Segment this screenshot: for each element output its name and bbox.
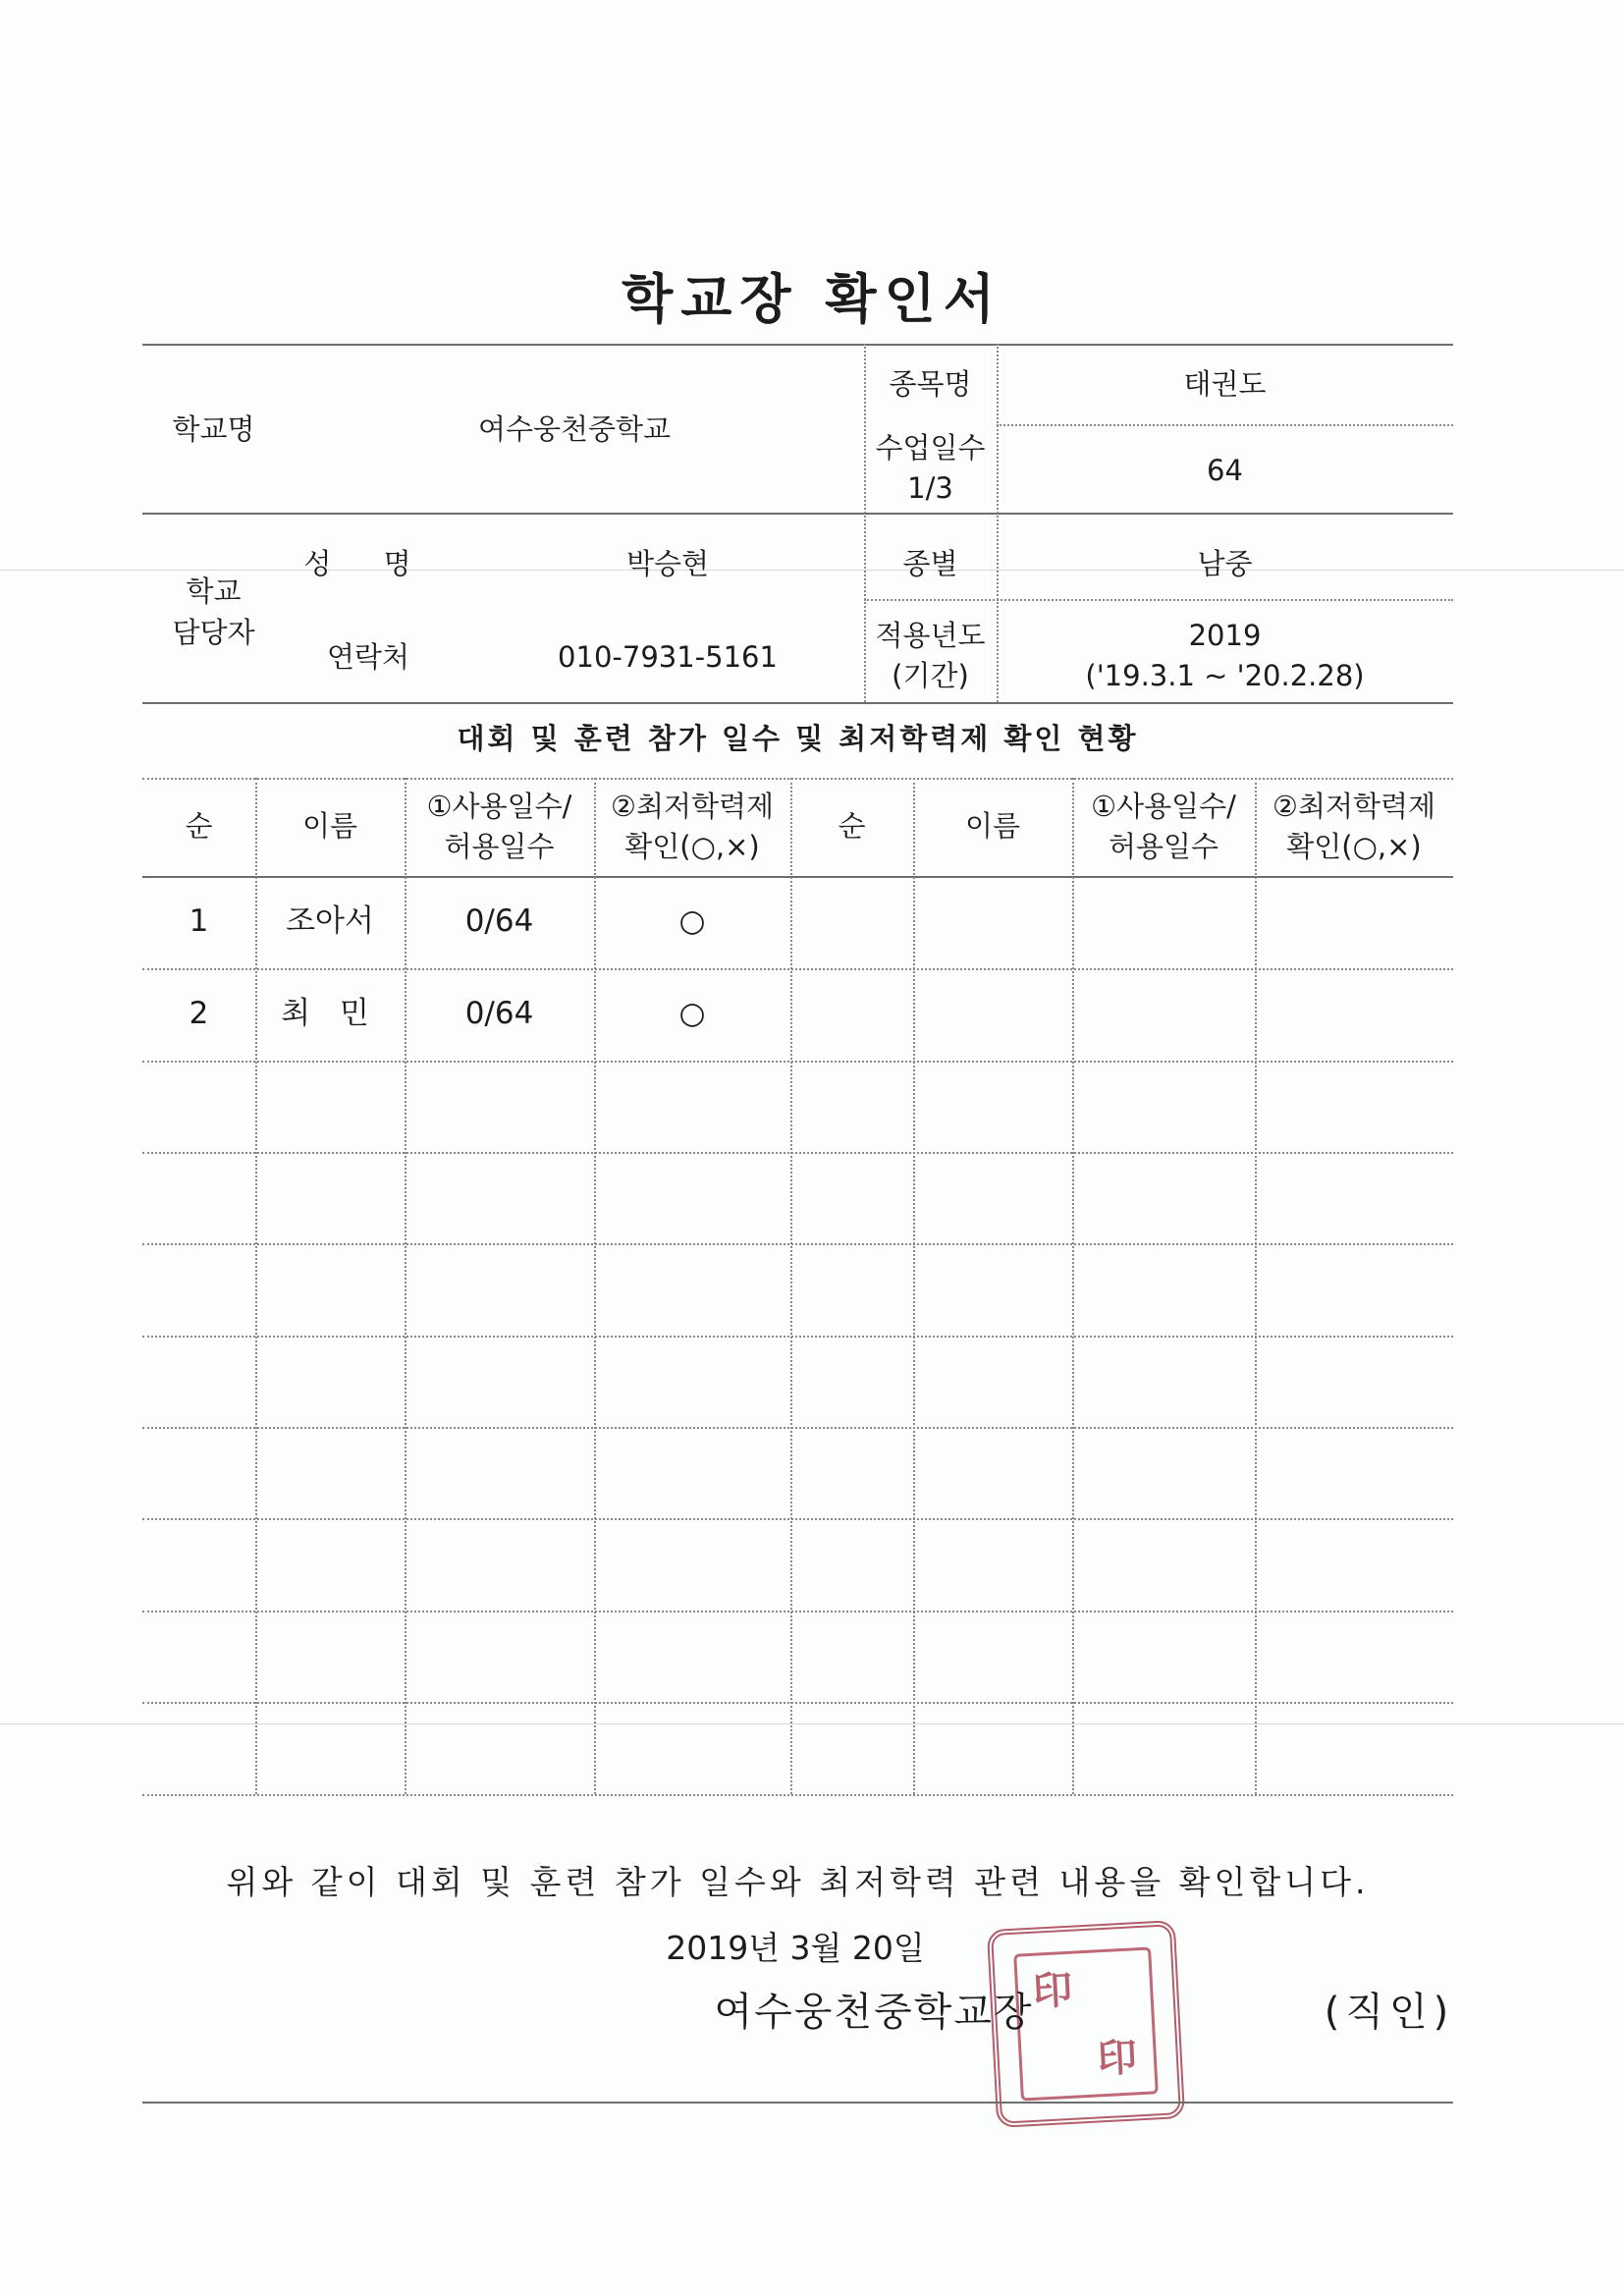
header-no: 순 bbox=[838, 809, 866, 843]
rule bbox=[142, 344, 1453, 346]
table-row-no: 1 bbox=[189, 903, 209, 939]
table-row-name: 최 민 bbox=[281, 996, 379, 1031]
header-check: 확인(○,×) bbox=[624, 830, 760, 863]
rule bbox=[142, 513, 1453, 515]
rule bbox=[997, 424, 1453, 426]
header-no: 순 bbox=[185, 809, 213, 843]
header-check: ②최저학력제 bbox=[1272, 790, 1436, 823]
rule bbox=[142, 1794, 1453, 1796]
year-label: 적용년도 bbox=[875, 619, 986, 652]
table-row-check: ○ bbox=[678, 903, 706, 939]
table-row-days: 0/64 bbox=[464, 996, 534, 1031]
rule bbox=[1072, 778, 1074, 1794]
table-row-no: 2 bbox=[189, 996, 209, 1031]
rule bbox=[864, 599, 1453, 601]
table-row-name: 조아서 bbox=[286, 903, 374, 939]
document-title: 학교장 확인서 bbox=[622, 268, 1002, 330]
principal-name: 여수웅천중학교장 bbox=[714, 1990, 1034, 2035]
seal-mark: 印 bbox=[1096, 2035, 1139, 2083]
sport-label: 종목명 bbox=[889, 367, 972, 401]
person-name-value: 박승현 bbox=[625, 547, 710, 580]
school-name-value: 여수웅천중학교 bbox=[477, 412, 672, 446]
rule bbox=[1255, 778, 1257, 1794]
rule bbox=[142, 2102, 1453, 2104]
header-days: ①사용일수/ bbox=[426, 790, 572, 823]
school-name-label: 학교명 bbox=[172, 412, 255, 446]
manager-label: 담당자 bbox=[172, 616, 255, 649]
header-check: 확인(○,×) bbox=[1286, 830, 1422, 863]
header-days: 허용일수 bbox=[444, 830, 555, 863]
rule bbox=[913, 778, 915, 1794]
rule bbox=[790, 778, 792, 1794]
seal-note: (직인) bbox=[1324, 1990, 1455, 2035]
contact-label: 연락처 bbox=[326, 640, 410, 674]
seal-mark: 印 bbox=[1032, 1967, 1074, 2015]
contact-value: 010-7931-5161 bbox=[558, 640, 778, 674]
class-days-label: 수업일수 bbox=[875, 431, 986, 465]
table-row-days: 0/64 bbox=[464, 903, 534, 939]
rule bbox=[142, 702, 1453, 704]
header-days: ①사용일수/ bbox=[1091, 790, 1236, 823]
manager-label: 학교 bbox=[186, 574, 242, 608]
confirmation-statement: 위와 같이 대회 및 훈련 참가 일수와 최저학력 관련 내용을 확인합니다. bbox=[226, 1863, 1370, 1901]
year-value: 2019 bbox=[1188, 619, 1262, 652]
table-row-check: ○ bbox=[678, 996, 706, 1031]
category-label: 종별 bbox=[902, 547, 958, 580]
scan-crease bbox=[0, 1723, 1624, 1724]
class-days-fraction: 1/3 bbox=[907, 471, 953, 505]
period-value: ('19.3.1 ~ '20.2.28) bbox=[1085, 659, 1365, 692]
year-label: (기간) bbox=[892, 659, 969, 692]
issue-date: 2019년 3월 20일 bbox=[666, 1929, 925, 1967]
header-days: 허용일수 bbox=[1108, 830, 1219, 863]
sport-value: 태권도 bbox=[1183, 367, 1267, 401]
header-check: ②최저학력제 bbox=[610, 790, 775, 823]
header-name: 이름 bbox=[964, 809, 1021, 843]
category-value: 남중 bbox=[1197, 547, 1253, 580]
header-name: 이름 bbox=[301, 809, 358, 843]
class-days-value: 64 bbox=[1207, 454, 1243, 487]
person-name-label: 성 명 bbox=[303, 547, 433, 580]
section-heading: 대회 및 훈련 참가 일수 및 최저학력제 확인 현황 bbox=[457, 722, 1139, 755]
